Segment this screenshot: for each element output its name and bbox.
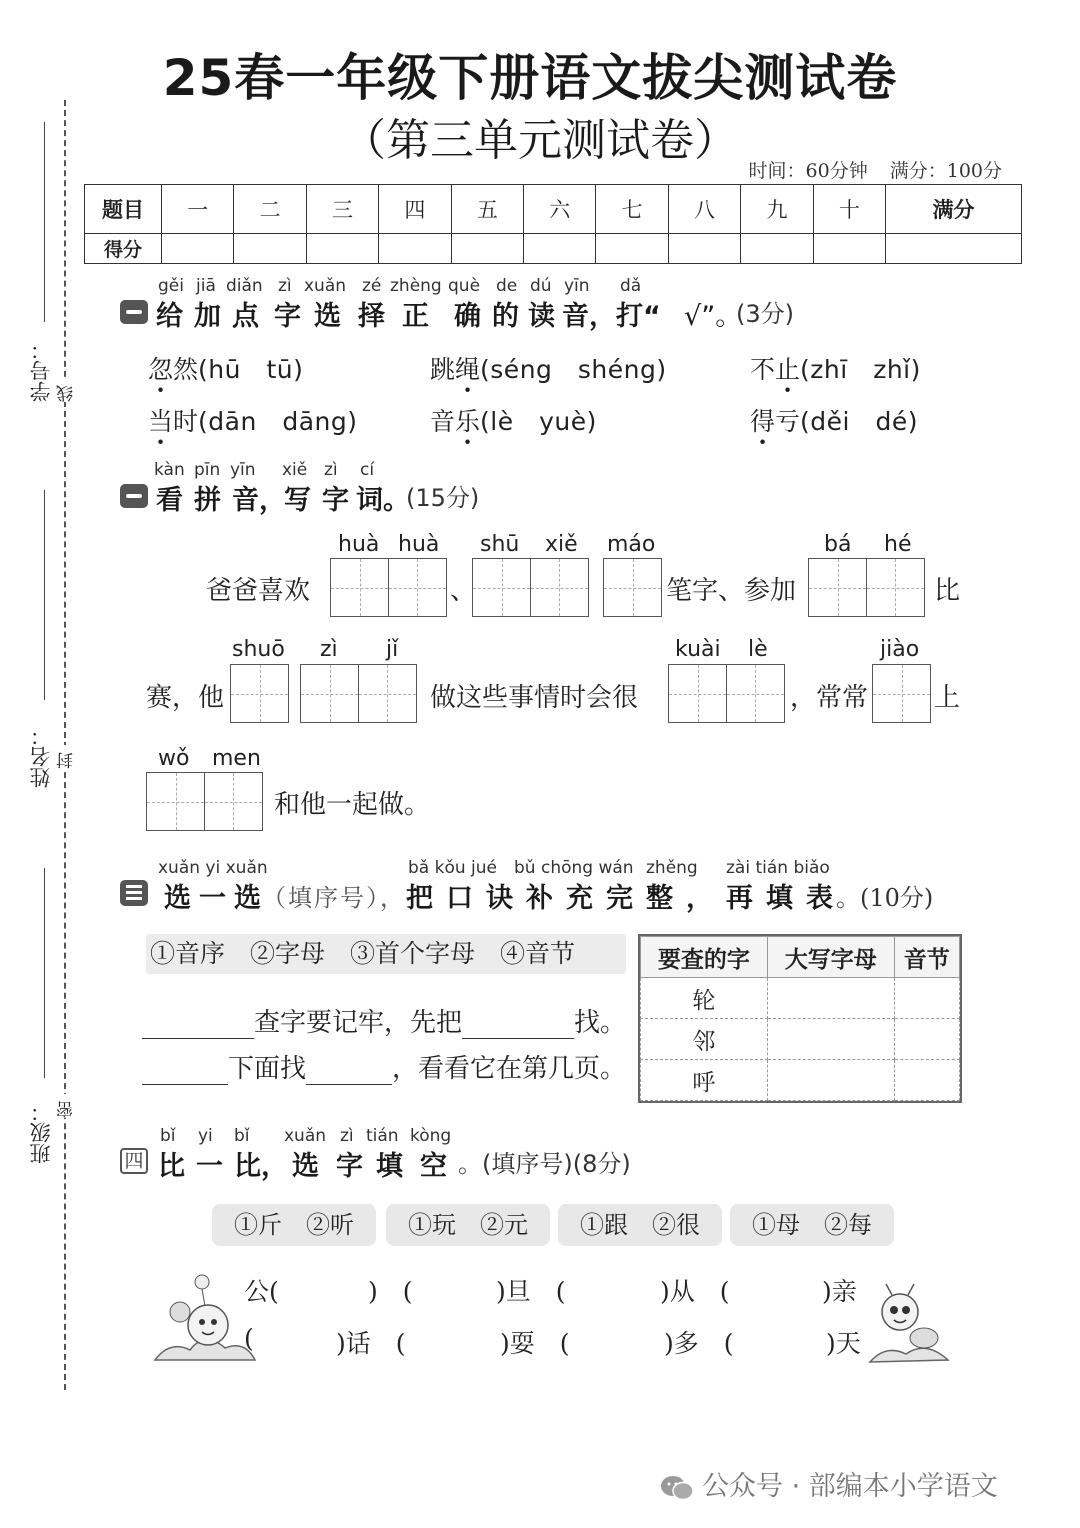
exam-info (727, 156, 1002, 183)
s3-text: 找。 (574, 1008, 627, 1038)
pinyin: zài tián biǎo (726, 858, 830, 878)
s1-item[interactable] (430, 350, 667, 386)
tianzige-box[interactable] (300, 664, 415, 723)
s4-row1-item: ) ( (368, 1277, 413, 1306)
points: 。(填序号)(8分) (458, 1150, 631, 1178)
char: 打“ (616, 301, 661, 332)
tianzige-box[interactable] (146, 772, 261, 831)
footer-watermark (660, 1464, 998, 1503)
s1-item[interactable] (750, 402, 918, 438)
page-title: 25春一年级下册语文拔尖测试卷 (162, 49, 898, 107)
reading-options: (lè yuè) (480, 407, 597, 436)
s2-text: 比 (934, 576, 961, 606)
dotted-char: 乐 (455, 407, 481, 436)
s4-row2-item: )话 ( (336, 1329, 406, 1358)
char: 择 (358, 301, 385, 332)
exam-full-score: 满分：100分 (889, 160, 1002, 182)
s2-text: ，常常 (790, 683, 869, 713)
pinyin: de (496, 276, 518, 296)
score-input-cell[interactable] (596, 234, 668, 264)
char: 音 (430, 407, 456, 436)
pinyin: yīn (230, 460, 256, 480)
answer-cell[interactable] (894, 1019, 959, 1060)
tianzige-box[interactable] (603, 558, 661, 617)
lookup-char: 呼 (641, 1060, 768, 1101)
pinyin: pīn (194, 460, 221, 480)
score-table-cell: 九 (741, 185, 813, 234)
binding-label-feng: 封 (54, 745, 76, 769)
char: 跳 (430, 355, 456, 384)
char: 比 (158, 1151, 185, 1182)
pinyin: bǐ (234, 1126, 250, 1146)
lookup-header: 大写字母 (767, 937, 894, 978)
table-row (641, 1019, 960, 1060)
checkmark-text: √”。 (684, 301, 743, 332)
s2-text: 和他一起做。 (274, 790, 431, 820)
lookup-char: 轮 (641, 978, 768, 1019)
student-no-label: 学号： (29, 339, 53, 402)
pinyin: zhěng (646, 858, 698, 878)
char: 的 (492, 301, 519, 332)
char: 词。 (356, 485, 410, 516)
score-input-cell[interactable] (524, 234, 596, 264)
tianzige-box[interactable] (668, 664, 783, 723)
pinyin: zì (324, 460, 338, 480)
char: 字 (336, 1151, 363, 1182)
name-label: 姓名： (29, 725, 53, 788)
tianzige-box[interactable] (472, 558, 587, 617)
pinyin: lè (748, 637, 768, 662)
pinyin: wǒ (158, 746, 190, 771)
choice-group: ①母 ②每 (730, 1204, 894, 1246)
lookup-header: 要查的字 (641, 937, 768, 978)
student-no-line[interactable] (44, 122, 45, 322)
points: (3分) (736, 300, 794, 328)
answer-cell[interactable] (767, 1019, 894, 1060)
binding-label-mi: 密 (54, 1094, 76, 1118)
char: 确 (454, 301, 481, 332)
char: 填 (376, 1151, 403, 1182)
dotted-char: 绳 (455, 355, 481, 384)
pinyin: què (448, 276, 481, 296)
answer-blank[interactable] (142, 1058, 228, 1085)
wechat-icon (660, 1474, 694, 1502)
s4-row1-item: 公( (244, 1277, 279, 1306)
answer-cell[interactable] (767, 978, 894, 1019)
footer-text: 公众号 · 部编本小学语文 (702, 1471, 998, 1502)
char: 选 (314, 301, 341, 332)
pinyin: zì (320, 637, 338, 662)
char: 亏 (775, 407, 801, 436)
reading-options: (séng shéng) (480, 355, 667, 384)
score-table-cell: 六 (524, 185, 596, 234)
s3-line2 (142, 1048, 626, 1085)
name-line[interactable] (44, 490, 45, 700)
score-table-cell: 题目 (85, 185, 162, 234)
points: (15分) (406, 484, 480, 512)
s3-text: ，看看它在第几页。 (392, 1054, 627, 1084)
pinyin: kuài (675, 637, 721, 662)
binding-label-xian: 线 (54, 378, 76, 402)
section-2-number-icon (120, 484, 148, 508)
char: 比， (234, 1151, 288, 1182)
page-subtitle: （第三单元测试卷） (342, 115, 738, 166)
s1-item[interactable] (430, 402, 597, 438)
s3-text: 下面找 (228, 1054, 307, 1084)
score-input-cell[interactable] (162, 234, 234, 264)
score-input-cell[interactable] (668, 234, 740, 264)
pinyin: bǐ (160, 1126, 176, 1146)
score-table-score-row (85, 234, 1022, 264)
pinyin: diǎn (226, 276, 263, 296)
s4-row2-item: ( (244, 1324, 254, 1353)
tianzige-box[interactable] (330, 558, 445, 617)
table-row (641, 1060, 960, 1101)
answer-blank[interactable] (142, 1012, 254, 1039)
pinyin: xuǎn (284, 1126, 327, 1146)
tianzige-box[interactable] (808, 558, 923, 617)
dotted-char: 当 (148, 407, 174, 436)
pinyin: zì (340, 1126, 354, 1146)
lookup-table-header (641, 937, 960, 978)
s3-title-b: （填序号）， (262, 884, 406, 912)
pinyin: xiě (545, 532, 578, 557)
section-4-number-icon: 四 (120, 1148, 148, 1174)
score-table (84, 184, 1022, 264)
char: 看 (156, 485, 183, 516)
char: 拼 (194, 485, 221, 516)
score-input-cell[interactable] (886, 234, 1022, 264)
char: 选 (292, 1151, 319, 1182)
choice-group: ①跟 ②很 (558, 1204, 722, 1246)
snail-flower-illustration (150, 1270, 260, 1370)
s2-text: 上 (934, 683, 961, 713)
dotted-char: 止 (775, 355, 801, 384)
s4-row2-item: )多 ( (664, 1329, 734, 1358)
reading-options: (děi dé) (800, 407, 918, 436)
char: 字 (274, 301, 301, 332)
pinyin: xuǎn yi xuǎn (158, 858, 268, 878)
class-line[interactable] (44, 868, 45, 1078)
score-table-cell: 满分 (886, 185, 1022, 234)
char: 字 (322, 485, 349, 516)
score-table-cell: 七 (596, 185, 668, 234)
pinyin: dǎ (620, 276, 642, 296)
answer-blank[interactable] (306, 1058, 392, 1085)
pinyin: shuō (232, 637, 285, 662)
answer-cell[interactable] (894, 1060, 959, 1101)
answer-blank[interactable] (462, 1012, 574, 1039)
pinyin: zé (362, 276, 382, 296)
lookup-char: 邻 (641, 1019, 768, 1060)
pinyin: gěi (158, 276, 184, 296)
lookup-table (640, 936, 960, 1101)
pinyin: kàn (154, 460, 185, 480)
char: 正 (402, 301, 429, 332)
section-1-number-icon (120, 300, 148, 324)
points: 。(10分) (836, 884, 934, 912)
reading-options: (dān dāng) (198, 407, 358, 436)
ant-illustration (866, 1282, 952, 1368)
char: 音， (232, 485, 286, 516)
pinyin: bǔ chōng wán (514, 858, 634, 878)
reading-options: (hū tū) (198, 355, 304, 384)
score-table-cell: 二 (234, 185, 306, 234)
pinyin: máo (607, 532, 656, 557)
score-input-cell[interactable] (306, 234, 378, 264)
pinyin: xiě (282, 460, 308, 480)
pinyin: zhèng (390, 276, 442, 296)
table-row (641, 978, 960, 1019)
pinyin: bá (824, 532, 852, 557)
lookup-header: 音节 (894, 937, 959, 978)
s3-options: ①音序 ②字母 ③首个字母 ④音节 (146, 934, 626, 974)
char: 读 (528, 301, 555, 332)
s2-text: 、 (450, 576, 477, 606)
s4-row1-item: )亲 (822, 1277, 857, 1306)
score-table-cell: 三 (306, 185, 378, 234)
pinyin: zì (278, 276, 292, 296)
score-row-label: 得分 (85, 234, 162, 264)
s1-item[interactable] (148, 350, 303, 386)
pinyin: jǐ (386, 637, 399, 662)
s2-text: 爸爸喜欢 (206, 576, 311, 606)
dotted-char: 忽 (148, 355, 174, 384)
s4-row1-item: )旦 ( (496, 1277, 566, 1306)
s2-text: 做这些事情时会很 (430, 683, 639, 713)
pinyin: yi (198, 1126, 213, 1146)
s3-text: 查字要记牢，先把 (254, 1008, 463, 1038)
pinyin: jiā (196, 276, 216, 296)
pinyin: xuǎn (304, 276, 347, 296)
s1-item[interactable] (750, 350, 921, 386)
char: 空 (420, 1151, 447, 1182)
score-table-cell: 十 (813, 185, 885, 234)
choice-group: ①斤 ②听 (212, 1204, 376, 1246)
char: 给 (156, 301, 183, 332)
char: 时 (173, 407, 199, 436)
reading-options: (zhī zhǐ) (800, 355, 921, 384)
score-table-cell: 五 (451, 185, 523, 234)
choice-group: ①玩 ②元 (386, 1204, 550, 1246)
s2-text: 笔字、参加 (666, 576, 797, 606)
pinyin: huà (398, 532, 440, 557)
answer-cell[interactable] (767, 1060, 894, 1101)
pinyin: dú (530, 276, 552, 296)
pinyin: tián (366, 1126, 399, 1146)
s3-title-a: 选一选 (164, 883, 269, 914)
score-input-cell[interactable] (379, 234, 451, 264)
s1-item[interactable] (148, 402, 357, 438)
s4-row1-item: )从 ( (660, 1277, 730, 1306)
pinyin: shū (480, 532, 520, 557)
pinyin: yīn (564, 276, 590, 296)
pinyin: kòng (410, 1126, 452, 1146)
pinyin: jiào (880, 637, 920, 662)
score-table-cell: 一 (162, 185, 234, 234)
s3-title-c: 把口诀补充完整，再填表 (406, 883, 846, 914)
score-input-cell[interactable] (741, 234, 813, 264)
tianzige-box[interactable] (230, 664, 288, 723)
char: 不 (750, 355, 776, 384)
char: 音， (562, 301, 616, 332)
pinyin: huà (338, 532, 380, 557)
score-input-cell[interactable] (234, 234, 306, 264)
s4-row2-item: )耍 ( (500, 1329, 570, 1358)
char: 一 (196, 1151, 223, 1182)
pinyin: cí (360, 460, 375, 480)
s4-row2-item: )天 (826, 1329, 861, 1358)
exam-time: 时间：60分钟 (748, 160, 868, 182)
pinyin: men (212, 746, 261, 771)
s2-text: 赛，他 (146, 683, 225, 713)
score-table-header-row (85, 185, 1022, 234)
dotted-char: 得 (750, 407, 776, 436)
char: 点 (232, 301, 259, 332)
char: 然 (173, 355, 199, 384)
score-input-cell[interactable] (813, 234, 885, 264)
s3-line1 (142, 1002, 626, 1039)
score-table-cell: 四 (379, 185, 451, 234)
char: 加 (194, 301, 221, 332)
pinyin: bǎ kǒu jué (408, 858, 497, 878)
answer-cell[interactable] (894, 978, 959, 1019)
score-table-cell: 八 (668, 185, 740, 234)
class-label: 班级： (29, 1101, 53, 1164)
char: 写 (284, 485, 311, 516)
section-3-number-icon (120, 880, 148, 906)
tianzige-box[interactable] (872, 664, 930, 723)
score-input-cell[interactable] (451, 234, 523, 264)
pinyin: hé (884, 532, 912, 557)
